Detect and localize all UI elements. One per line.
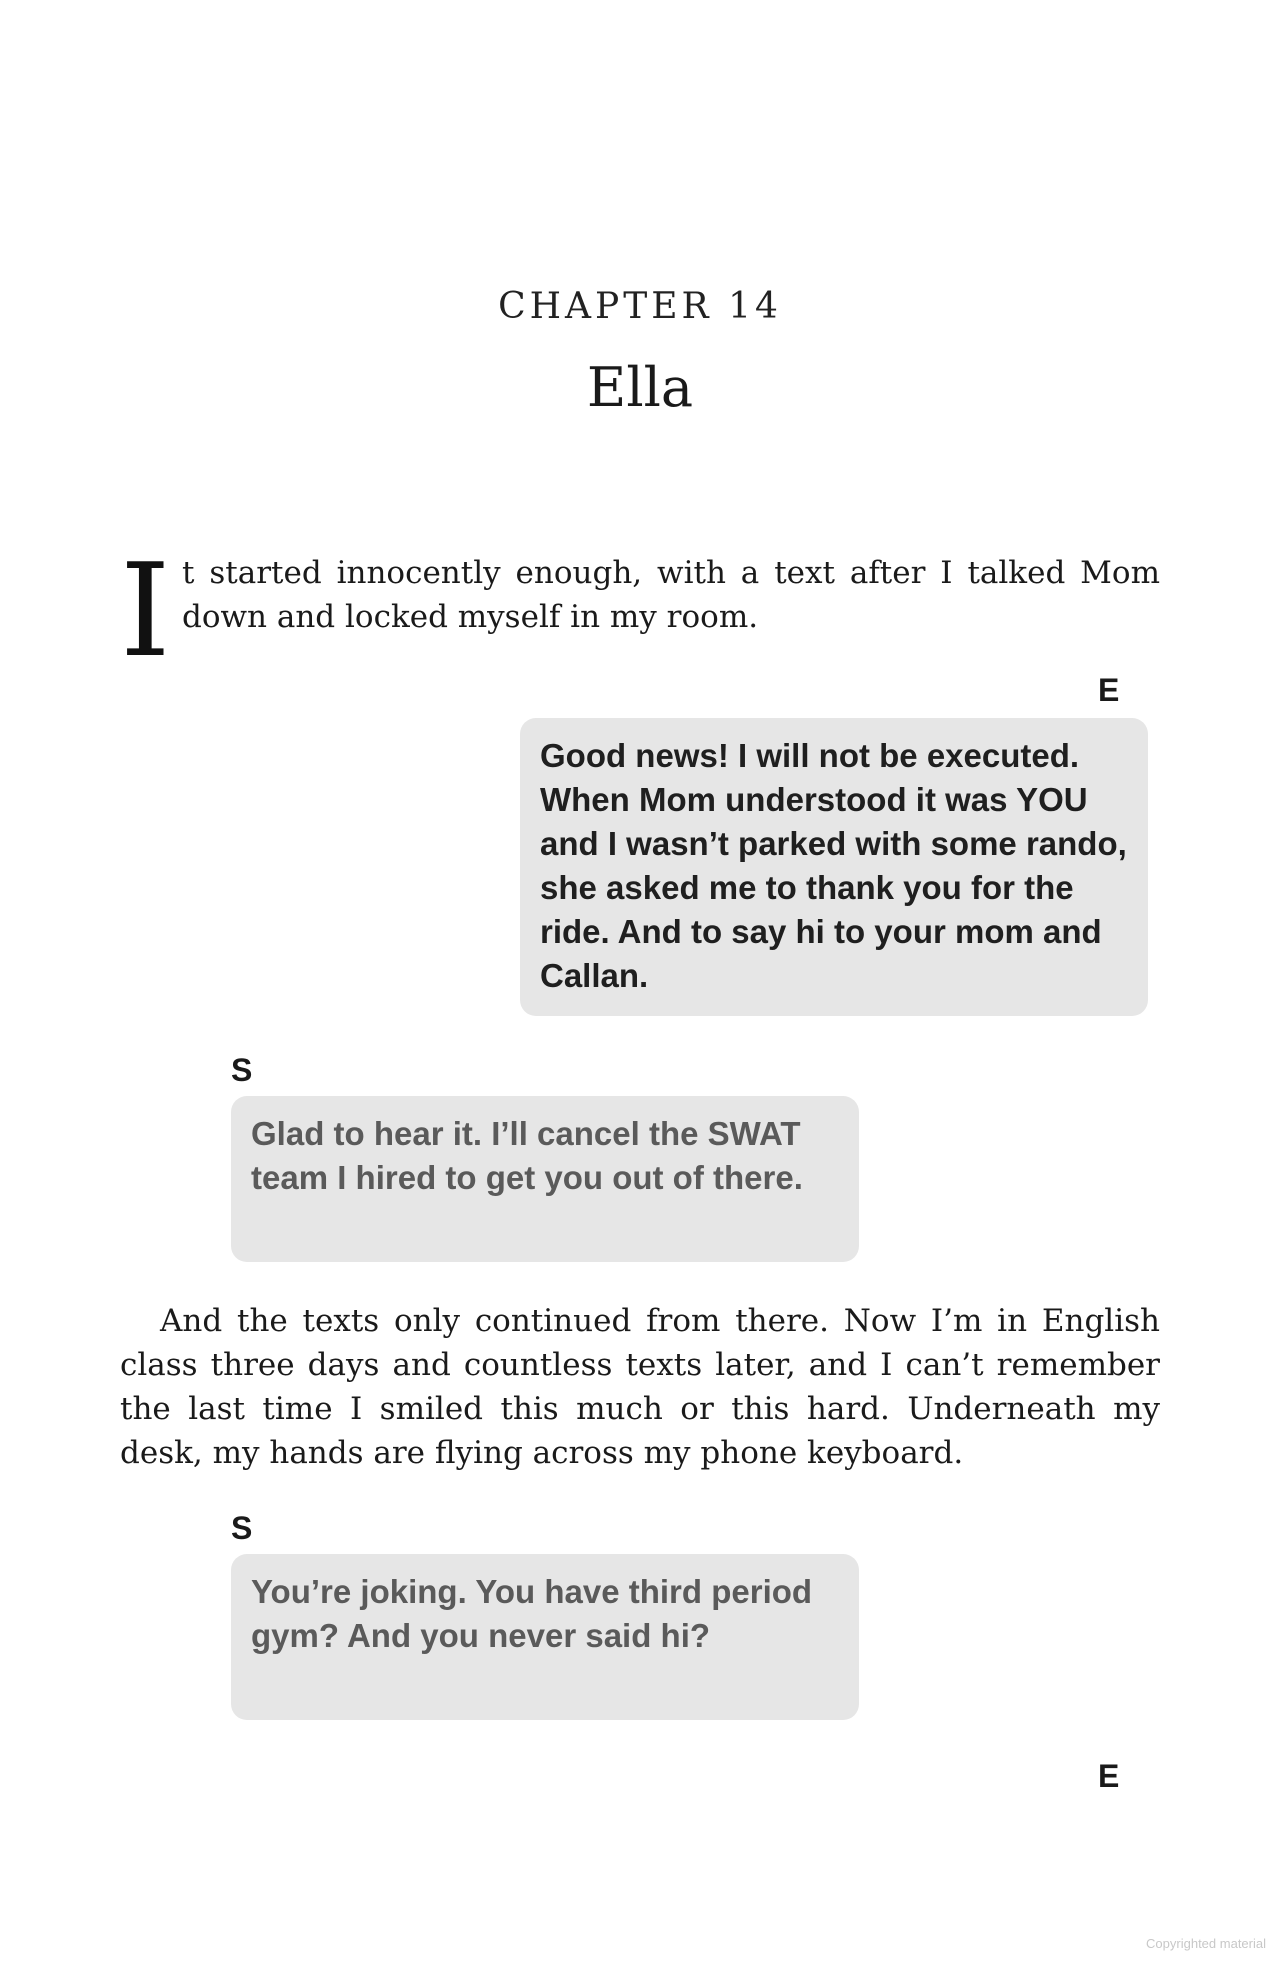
message-sender-label: E <box>1098 672 1120 708</box>
drop-cap: I <box>120 537 171 686</box>
copyright-watermark: Copyrighted material <box>1146 1936 1266 1951</box>
chapter-label: CHAPTER 14 <box>498 286 782 327</box>
message-sender-label: S <box>231 1510 253 1546</box>
paragraph-body: And the texts only continued from there. Now I’m in English class three days and countless texts later, and I can’t remember the last time I smiled this much or this hard. Underneath my desk, my hands are flying across my phone keyboard. <box>120 1303 1160 1471</box>
received-message-bubble: You’re joking. You have third period gym? And you never said hi? <box>231 1554 859 1720</box>
message-sender-label: S <box>231 1052 253 1088</box>
received-message-bubble: Glad to hear it. I’ll cancel the SWAT team I hired to get you out of there. <box>231 1096 859 1262</box>
paragraph-opening: t started innocently enough, with a text after I talked Mom down and locked myself in my room. <box>182 555 1160 635</box>
message-sender-label: E <box>1098 1758 1120 1794</box>
chapter-title: Ella <box>586 356 694 419</box>
sent-message-bubble: Good news! I will not be executed. When Mom understood it was YOU and I wasn’t parked with some rando, she asked me to thank you for the ride. And to say hi to your mom and Callan. <box>520 718 1148 1016</box>
